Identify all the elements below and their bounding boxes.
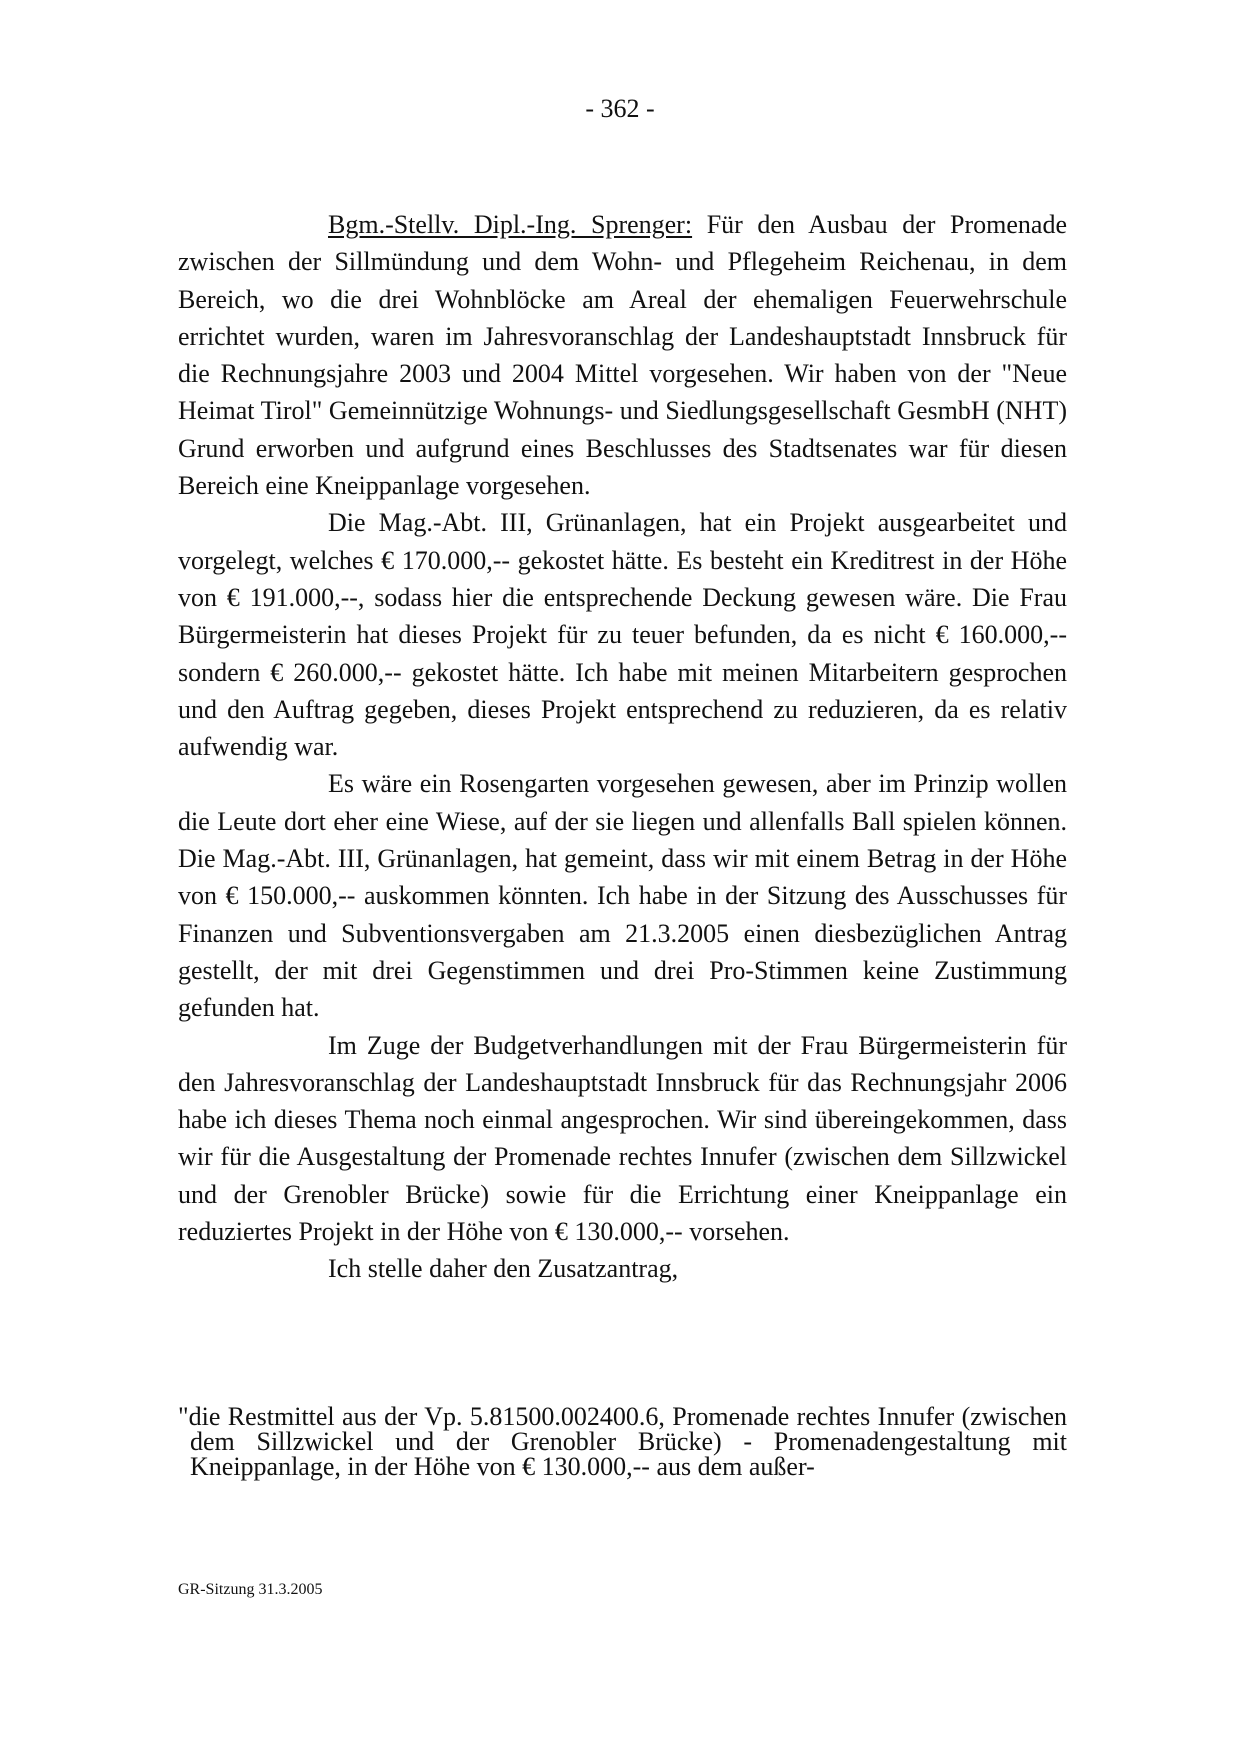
paragraph-1 (178, 206, 1067, 504)
speaker-name: Bgm.-Stellv. Dipl.-Ing. Sprenger: (328, 210, 693, 239)
paragraph-3: Es wäre ein Rosengarten vorgesehen gewesen, aber im Prinzip wollen die Leute dort eher eine Wiese, auf der sie liegen und allenfalls Ball spielen können. Die Mag.-Abt. III, Grünanlagen, hat gemeint, dass wir mit einem Betrag in der Höhe von € 150.000,-- auskommen könnten. Ich habe in der Sitzung des Ausschusses für Finanzen und Subventionsvergaben am 21.3.2005 einen diesbezüglichen Antrag gestellt, der mit drei Gegenstimmen und drei Pro-Stimmen keine Zustimmung gefunden hat. (178, 769, 1067, 1023)
motion-text: "die Restmittel aus der Vp. 5.81500.002400.6, Promenade rechtes Innufer (zwischen dem Sillzwickel und der Grenobler Brücke) - Promenadengestaltung mit Kneippanlage, in der Höhe von € 130.000,-- aus dem außer- (178, 1402, 1067, 1481)
paragraph-1-text: Für den Ausbau der Promenade zwischen der Sillmündung und dem Wohn- und Pflegeheim Reichenau, in dem Bereich, wo die drei Wohnblöcke am Areal der ehemaligen Feuerwehrschule errichtet wurden, waren im Jahresvoranschlag der Landeshauptstadt Innsbruck für die Rechnungsjahre 2003 und 2004 Mittel vorgesehen. Wir haben von der "Neue Heimat Tirol" Gemeinnützige Wohnungs- und Siedlungsgesellschaft GesmbH (NHT) Grund erworben und aufgrund eines Beschlusses des Stadtsenates war für diesen Bereich eine Kneippanlage vorgesehen. (178, 210, 1067, 501)
footer-session-date: GR-Sitzung 31.3.2005 (178, 1581, 323, 1598)
motion-quote (178, 1404, 1067, 1479)
paragraph-4: Im Zuge der Budgetverhandlungen mit der Frau Bürgermeisterin für den Jahresvoranschlag der Landeshauptstadt Innsbruck für das Rechnungsjahr 2006 habe ich dieses Thema noch einmal angesprochen. Wir sind übereingekommen, dass wir für die Ausgestaltung der Promenade rechtes Innufer (zwischen dem Sillzwickel und der Grenobler Brücke) sowie für die Errichtung einer Kneippanlage ein reduziertes Projekt in der Höhe von € 130.000,-- vorsehen. (178, 1030, 1067, 1247)
page-number: - 362 - (585, 94, 655, 123)
paragraph-2: Die Mag.-Abt. III, Grünanlagen, hat ein Projekt ausgearbeitet und vorgelegt, welches € 170.000,-- gekostet hätte. Es besteht ein Kreditrest in der Höhe von € 191.000,--, sodass hier die entsprechende Deckung gewesen wäre. Die Frau Bürgermeisterin hat dieses Projekt für zu teuer befunden, da es nicht € 160.000,-- sondern € 260.000,-- gekostet hätte. Ich habe mit meinen Mitarbeitern gesprochen und den Auftrag gegeben, dieses Projekt entsprechend zu reduzieren, da es relativ aufwendig war. (178, 508, 1067, 762)
paragraph-5: Ich stelle daher den Zusatzantrag, (328, 1254, 679, 1284)
speech-body (178, 206, 1067, 1288)
